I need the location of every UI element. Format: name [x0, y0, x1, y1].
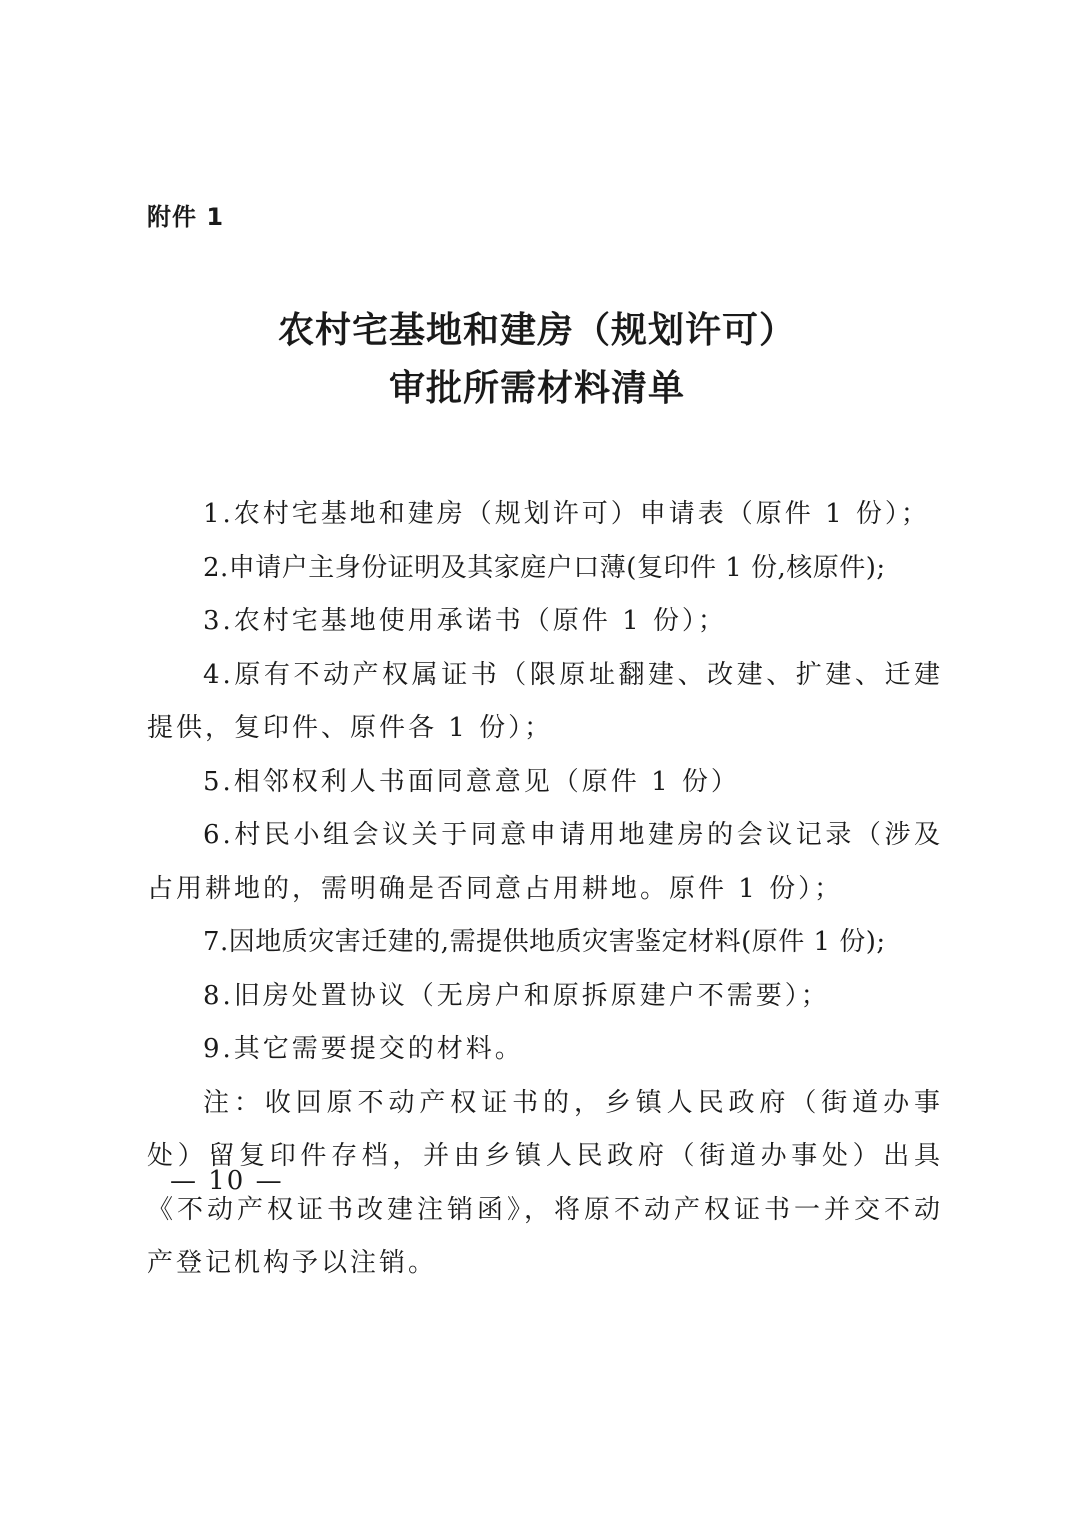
list-item: 4.原有不动产权属证书（限原址翻建、改建、扩建、迁建提供，复印件、原件各 1 份）； — [147, 659, 943, 743]
list-item: 6.村民小组会议关于同意申请用地建房的会议记录（涉及占用耕地的，需明确是否同意占用耕地。原件 1 份）； — [147, 820, 943, 904]
list-item: 8.旧房处置协议（无房户和原拆原建户不需要）； — [203, 980, 830, 1011]
note-paragraph: 注：收回原不动产权证书的，乡镇人民政府（街道办事处）留复印件存档，并由乡镇人民政府（街道办事处）出具《不动产权证书改建注销函》，将原不动产权证书一并交不动产登记机构予以注销。 — [147, 1087, 943, 1278]
list-item: 3.农村宅基地使用承诺书（原件 1 份）； — [203, 606, 727, 636]
list-item: 9.其它需要提交的材料。 — [203, 1034, 524, 1064]
page-number: — 10 — — [170, 1166, 284, 1196]
attachment-label: 附件 1 — [147, 203, 225, 231]
title-line-1: 农村宅基地和建房（规划许可） — [277, 310, 796, 351]
title-line-2: 审批所需材料清单 — [388, 368, 685, 409]
document-title — [147, 302, 927, 418]
list-item: 7.因地质灾害迁建的,需提供地质灾害鉴定材料(原件 1 份); — [203, 927, 886, 957]
list-item: 5.相邻权利人书面同意意见（原件 1 份） — [203, 766, 740, 797]
list-item: 1.农村宅基地和建房（规划许可）申请表（原件 1 份）； — [203, 499, 930, 529]
list-item: 2.申请户主身份证明及其家庭户口薄(复印件 1 份,核原件); — [203, 552, 886, 583]
